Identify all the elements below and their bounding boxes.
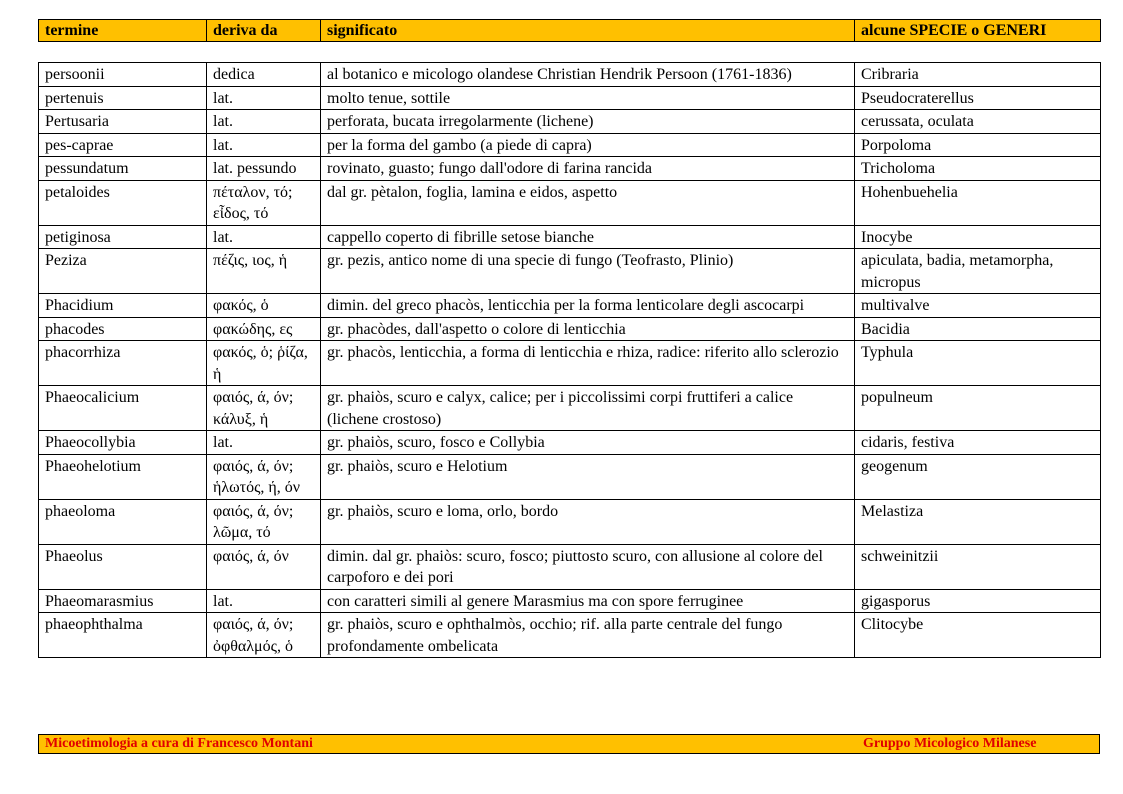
cell-term: Phaeocollybia <box>39 431 207 455</box>
cell-species: Melastiza <box>855 499 1101 544</box>
cell-origin: φαιός, ά, όν; λῶμα, τό <box>207 499 321 544</box>
cell-meaning: dimin. del greco phacòs, lenticchia per la forma lenticolare degli ascocarpi <box>321 294 855 318</box>
cell-species: cidaris, festiva <box>855 431 1101 455</box>
table-row <box>39 86 1101 110</box>
cell-origin: lat. pessundo <box>207 157 321 181</box>
header-term: termine <box>39 20 207 42</box>
cell-term: phacorrhiza <box>39 341 207 386</box>
cell-meaning: gr. phaiòs, scuro e Helotium <box>321 454 855 499</box>
footer-author: Micoetimologia a cura di Francesco Montani <box>45 736 313 751</box>
cell-term: phaeoloma <box>39 499 207 544</box>
cell-meaning: gr. phacòdes, dall'aspetto o colore di lenticchia <box>321 317 855 341</box>
cell-origin: dedica <box>207 63 321 87</box>
glossary-rows <box>39 63 1101 658</box>
glossary-table <box>38 62 1101 658</box>
cell-species: multivalve <box>855 294 1101 318</box>
cell-species: Cribraria <box>855 63 1101 87</box>
cell-species: schweinitzii <box>855 544 1101 589</box>
cell-term: Phaeomarasmius <box>39 589 207 613</box>
header-origin: deriva da <box>207 20 321 42</box>
cell-species: Typhula <box>855 341 1101 386</box>
table-row <box>39 133 1101 157</box>
cell-species: Pseudocraterellus <box>855 86 1101 110</box>
cell-origin: πέζις, ιος, ἡ <box>207 249 321 294</box>
header-species: alcune SPECIE o GENERI <box>855 20 1101 42</box>
table-row <box>39 613 1101 658</box>
cell-meaning: gr. phaiòs, scuro e calyx, calice; per i piccolissimi corpi fruttiferi a calice (lichene crostoso) <box>321 386 855 431</box>
cell-species: Hohenbuehelia <box>855 180 1101 225</box>
cell-term: Phaeolus <box>39 544 207 589</box>
table-row <box>39 454 1101 499</box>
header-meaning: significato <box>321 20 855 42</box>
cell-meaning: per la forma del gambo (a piede di capra) <box>321 133 855 157</box>
cell-term: persoonii <box>39 63 207 87</box>
table-row <box>39 499 1101 544</box>
cell-origin: lat. <box>207 225 321 249</box>
cell-origin: lat. <box>207 133 321 157</box>
cell-origin: πέταλον, τό; εἶδος, τό <box>207 180 321 225</box>
cell-meaning: gr. phacòs, lenticchia, a forma di lenticchia e rhiza, radice: riferito allo sclerozio <box>321 341 855 386</box>
cell-species: gigasporus <box>855 589 1101 613</box>
cell-species: geogenum <box>855 454 1101 499</box>
table-row <box>39 317 1101 341</box>
table-row <box>39 386 1101 431</box>
table-row <box>39 180 1101 225</box>
cell-term: pertenuis <box>39 86 207 110</box>
cell-origin: lat. <box>207 431 321 455</box>
cell-origin: lat. <box>207 589 321 613</box>
cell-term: phaeophthalma <box>39 613 207 658</box>
cell-origin: φακός, ὁ; ῥίζα, ἡ <box>207 341 321 386</box>
cell-origin: lat. <box>207 110 321 134</box>
cell-origin: φαιός, ά, όν; ὀφθαλμός, ὁ <box>207 613 321 658</box>
table-row <box>39 157 1101 181</box>
cell-meaning: perforata, bucata irregolarmente (lichene) <box>321 110 855 134</box>
cell-origin: lat. <box>207 86 321 110</box>
table-row <box>39 249 1101 294</box>
cell-term: Peziza <box>39 249 207 294</box>
cell-term: Phacidium <box>39 294 207 318</box>
cell-meaning: gr. phaiòs, scuro e ophthalmòs, occhio; rif. alla parte centrale del fungo profondamente ombelicata <box>321 613 855 658</box>
cell-species: apiculata, badia, metamorpha, micropus <box>855 249 1101 294</box>
table-row <box>39 110 1101 134</box>
cell-term: Phaeohelotium <box>39 454 207 499</box>
cell-meaning: gr. pezis, antico nome di una specie di fungo (Teofrasto, Plinio) <box>321 249 855 294</box>
table-row <box>39 589 1101 613</box>
cell-species: cerussata, oculata <box>855 110 1101 134</box>
cell-term: Phaeocalicium <box>39 386 207 431</box>
cell-origin: φαιός, ά, όν; ἡλωτός, ή, όν <box>207 454 321 499</box>
header-row <box>39 20 1101 42</box>
table-row <box>39 544 1101 589</box>
cell-term: petiginosa <box>39 225 207 249</box>
table-row <box>39 63 1101 87</box>
table-row <box>39 294 1101 318</box>
cell-term: petaloides <box>39 180 207 225</box>
cell-species: populneum <box>855 386 1101 431</box>
cell-meaning: gr. phaiòs, scuro, fosco e Collybia <box>321 431 855 455</box>
cell-species: Bacidia <box>855 317 1101 341</box>
cell-meaning: cappello coperto di fibrille setose bianche <box>321 225 855 249</box>
cell-meaning: gr. phaiòs, scuro e loma, orlo, bordo <box>321 499 855 544</box>
cell-meaning: al botanico e micologo olandese Christian Hendrik Persoon (1761-1836) <box>321 63 855 87</box>
cell-origin: φαιός, ά, όν; κάλυξ, ἡ <box>207 386 321 431</box>
table-row <box>39 341 1101 386</box>
cell-origin: φακός, ὁ <box>207 294 321 318</box>
cell-meaning: dimin. dal gr. phaiòs: scuro, fosco; piuttosto scuro, con allusione al colore del carpoforo e dei pori <box>321 544 855 589</box>
cell-meaning: molto tenue, sottile <box>321 86 855 110</box>
cell-meaning: con caratteri simili al genere Marasmius ma con spore ferruginee <box>321 589 855 613</box>
cell-species: Inocybe <box>855 225 1101 249</box>
table-row <box>39 225 1101 249</box>
cell-species: Tricholoma <box>855 157 1101 181</box>
cell-meaning: rovinato, guasto; fungo dall'odore di farina rancida <box>321 157 855 181</box>
cell-origin: φακώδης, ες <box>207 317 321 341</box>
table-row <box>39 431 1101 455</box>
cell-species: Porpoloma <box>855 133 1101 157</box>
cell-term: pes-caprae <box>39 133 207 157</box>
header-table <box>38 19 1101 42</box>
cell-meaning: dal gr. pètalon, foglia, lamina e eidos, aspetto <box>321 180 855 225</box>
cell-term: Pertusaria <box>39 110 207 134</box>
footer-bar <box>38 734 1100 754</box>
footer-group: Gruppo Micologico Milanese <box>863 736 1037 751</box>
cell-term: phacodes <box>39 317 207 341</box>
cell-origin: φαιός, ά, όν <box>207 544 321 589</box>
cell-species: Clitocybe <box>855 613 1101 658</box>
cell-term: pessundatum <box>39 157 207 181</box>
